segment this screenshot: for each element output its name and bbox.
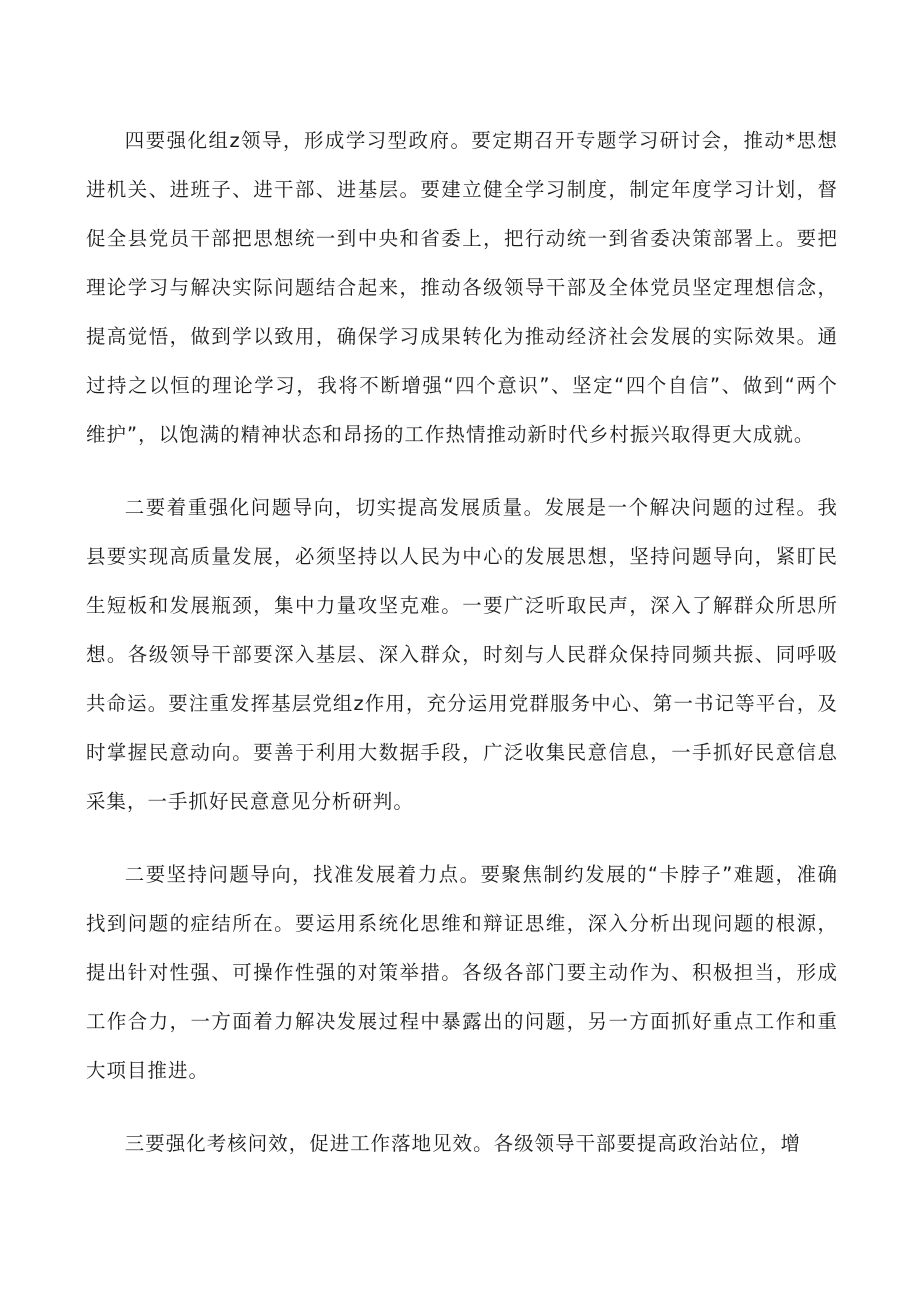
- paragraph-1: 四要强化组z领导，形成学习型政府。要定期召开专题学习研讨会，推动*思想进机关、进班子、进干部、进基层。要建立健全学习制度，制定年度学习计划，督促全县党员干部把思想统一到中央和省委上，把行动统一到省委决策部署上。要把理论学习与解决实际问题结合起来，推动各级领导干部及全体党员坚定理想信念，提高觉悟，做到学以致用，确保学习成果转化为推动经济社会发展的实际效果。通过持之以恒的理论学习，我将不断增强“四个意识”、坚定“四个自信”、做到“两个维护”，以饱满的精神状态和昂扬的工作热情推动新时代乡村振兴取得更大成就。: [86, 129, 838, 446]
- paragraph-3: 二要坚持问题导向，找准发展着力点。要聚焦制约发展的“卡脖子”难题，准确找到问题的症结所在。要运用系统化思维和辩证思维，深入分析出现问题的根源，提出针对性强、可操作性强的对策举措。各级各部门要主动作为、积极担当，形成工作合力，一方面着力解决发展过程中暴露出的问题，另一方面抓好重点工作和重大项目推进。: [86, 863, 838, 1082]
- document-body: [86, 116, 838, 1192]
- paragraph-2: 二要着重强化问题导向，切实提高发展质量。发展是一个解决问题的过程。我县要实现高质量发展，必须坚持以人民为中心的发展思想，坚持问题导向，紧盯民生短板和发展瓶颈，集中力量攻坚克难。一要广泛听取民声，深入了解群众所思所想。各级领导干部要深入基层、深入群众，时刻与人民群众保持同频共振、同呼吸共命运。要注重发挥基层党组z作用，充分运用党群服务中心、第一书记等平台，及时掌握民意动向。要善于利用大数据手段，广泛收集民意信息，一手抓好民意信息采集，一手抓好民意意见分析研判。: [86, 496, 838, 813]
- paragraph-4: 三要强化考核问效，促进工作落地见效。各级领导干部要提高政治站位，增: [124, 1132, 801, 1155]
